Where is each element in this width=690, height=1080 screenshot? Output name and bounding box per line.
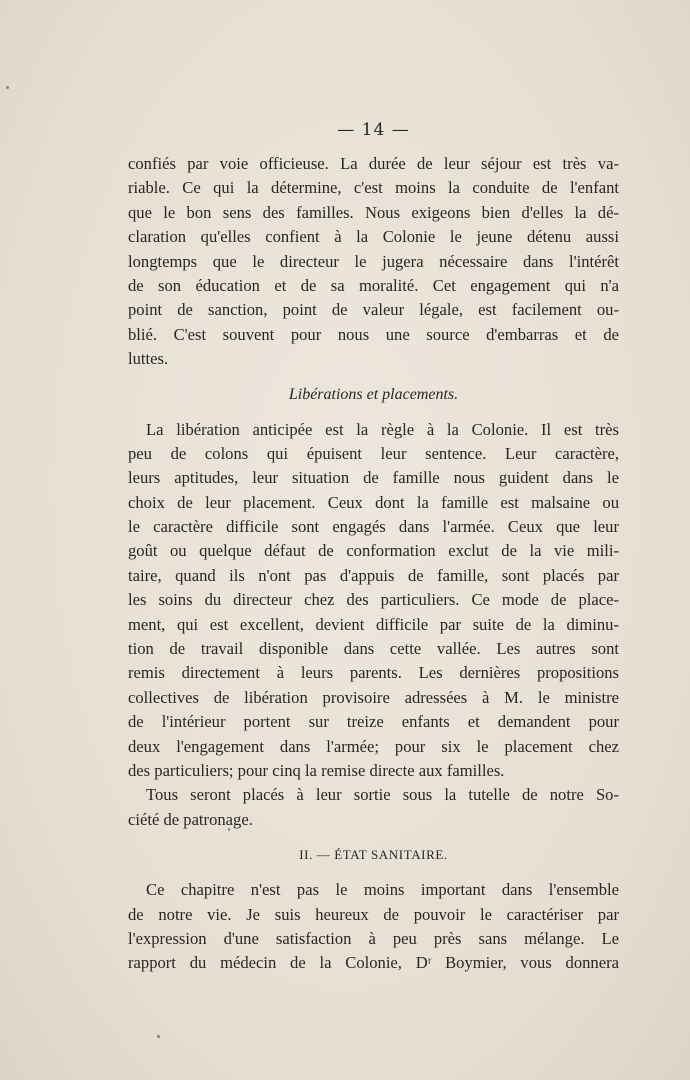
text-line: choix de leur placement. Ceux dont la famille est malsaine ou: [128, 492, 619, 512]
paper-speck: [6, 86, 9, 89]
text-line: rapport du médecin de la Colonie, Dʳ Boymier, vous donnera: [128, 953, 619, 973]
text-line: point de sanction, point de valeur légale, est facilement ou-: [128, 300, 619, 320]
text-line: tion de travail disponible dans cette vallée. Les autres sont: [128, 639, 619, 659]
section-heading-etat-sanitaire: II. — ÉTAT SANITAIRE.: [299, 847, 448, 863]
text-line: confiés par voie officieuse. La durée de leur séjour est très va-: [128, 154, 619, 173]
text-line: goût ou quelque défaut de conformation exclut de la vie mili-: [128, 541, 619, 561]
text-line: Tous seront placés à leur sortie sous la tutelle de notre So-: [146, 785, 619, 805]
paragraph-etat-sanitaire: [128, 878, 619, 976]
text-line: que le bon sens des familles. Nous exigeons bien d'elles la dé-: [128, 202, 619, 222]
text-line: leurs aptitudes, leur situation de famille nous guident dans le: [128, 468, 619, 488]
text-line: l'expression d'une satisfaction à peu près sans mélange. Le: [128, 928, 619, 948]
text-line: de son éducation et de sa moralité. Cet engagement qui n'a: [128, 275, 619, 295]
paragraph-liberations: [128, 418, 619, 784]
paper-speck: [157, 1035, 160, 1038]
paragraph-patronage: [128, 783, 619, 832]
text-line: longtemps que le directeur le jugera nécessaire dans l'intérêt: [128, 251, 619, 271]
text-line: de notre vie. Je suis heureux de pouvoir le caractériser par: [128, 904, 619, 924]
text-line: remis directement à leurs parents. Les dernières propositions: [128, 663, 619, 683]
text-line: des particuliers; pour cinq la remise directe aux familles.: [128, 760, 505, 780]
text-line: peu de colons qui épuisent leur sentence. Leur caractère,: [128, 443, 619, 463]
text-line: collectives de libération provisoire adressées à M. le ministre: [128, 687, 619, 707]
page-number: — 14 —: [337, 120, 410, 140]
paragraph-custody-duration: [128, 152, 619, 372]
text-line: deux l'engagement dans l'armée; pour six le placement chez: [128, 736, 619, 756]
text-line: ciété de patronage.: [128, 809, 253, 829]
text-line: Ce chapitre n'est pas le moins important dans l'ensemble: [146, 880, 619, 900]
text-line: claration qu'elles confient à la Colonie le jeune détenu aussi: [128, 227, 619, 247]
text-line: le caractère difficile sont engagés dans l'armée. Ceux que leur: [128, 517, 619, 537]
text-line: taire, quand ils n'ont pas d'appuis de famille, sont placés par: [128, 565, 619, 585]
text-line: de l'intérieur portent sur treize enfants et demandent pour: [128, 712, 619, 732]
text-line: blié. C'est souvent pour nous une source d'embarras et de: [128, 324, 619, 344]
text-line: riable. Ce qui la détermine, c'est moins la conduite de l'enfant: [128, 178, 619, 198]
section-heading-liberations: Libérations et placements.: [288, 385, 459, 403]
text-line: La libération anticipée est la règle à la Colonie. Il est très: [146, 419, 619, 439]
text-line: les soins du directeur chez des particuliers. Ce mode de place-: [128, 590, 619, 610]
text-line: luttes.: [128, 349, 169, 369]
text-line: ment, qui est excellent, devient difficile par suite de la diminu-: [128, 614, 619, 634]
book-page: [128, 118, 619, 976]
